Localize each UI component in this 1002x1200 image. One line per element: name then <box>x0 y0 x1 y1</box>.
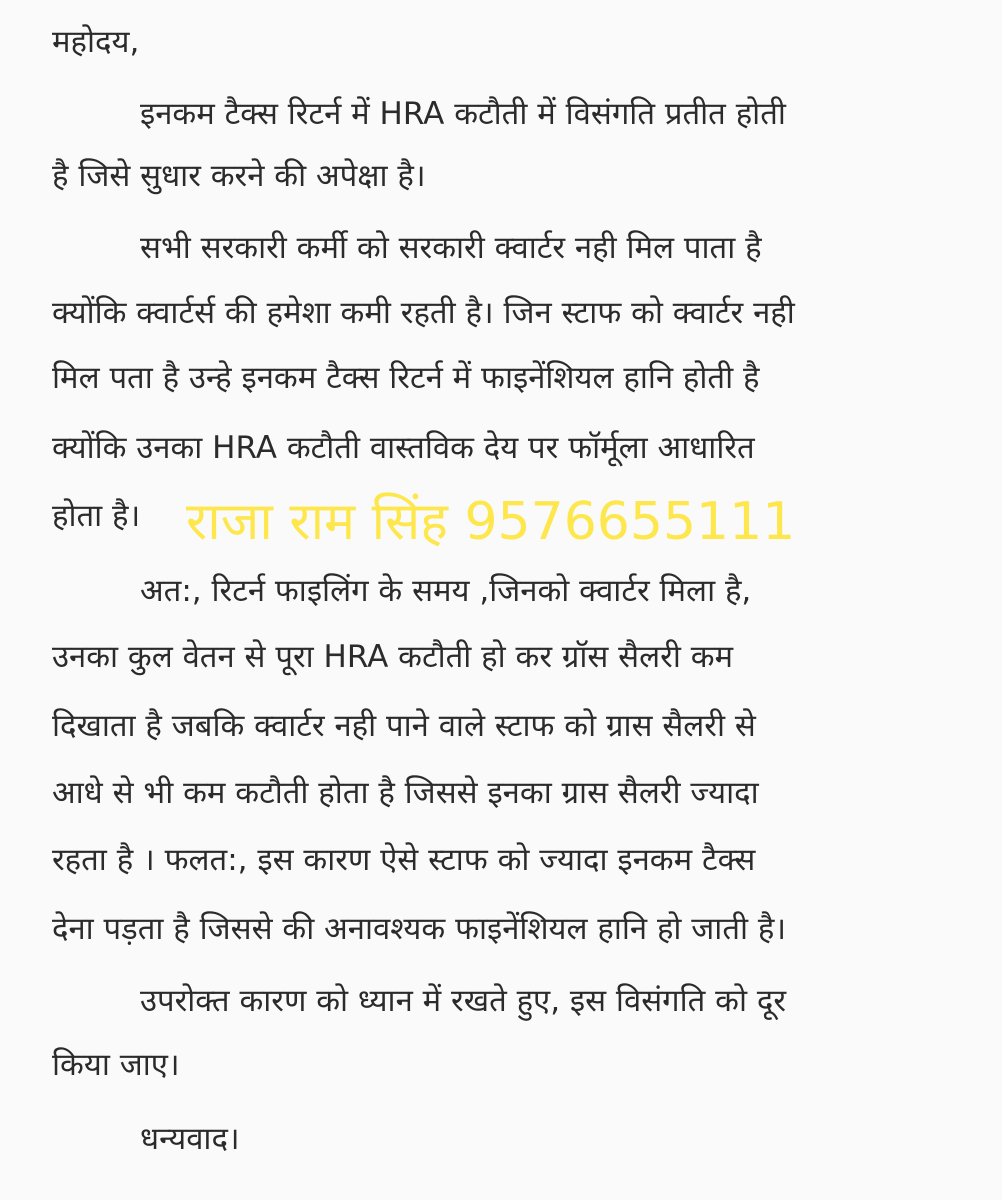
closing: धन्यवाद। <box>140 1121 240 1157</box>
paragraph-4-line-1: उपरोक्त कारण को ध्यान में रखते हुए, इस विसंगति को दूर <box>140 983 786 1019</box>
paragraph-2-line-4: क्योंकि उनका HRA कटौती वास्तविक देय पर फॉर्मूला आधारित <box>52 430 755 466</box>
signature-watermark: राजा राम सिंह 9576655111 <box>186 492 796 552</box>
paragraph-3-line-5: रहता है । फलत:, इस कारण ऐसे स्टाफ को ज्यादा इनकम टैक्स <box>52 842 756 878</box>
paragraph-3-line-2: उनका कुल वेतन से पूरा HRA कटौती हो कर ग्रॉस सैलरी कम <box>52 639 734 675</box>
paragraph-2-line-5: होता है। <box>52 498 141 534</box>
paragraph-3-line-3: दिखाता है जबकि क्वार्टर नही पाने वाले स्टाफ को ग्रास सैलरी से <box>52 708 756 744</box>
paragraph-3-line-1: अत:, रिटर्न फाइलिंग के समय ,जिनको क्वार्टर मिला है, <box>140 573 752 609</box>
paragraph-2-line-1: सभी सरकारी कर्मी को सरकारी क्वार्टर नही मिल पाता है <box>140 230 762 266</box>
paragraph-2-line-3: मिल पता है उन्हे इनकम टैक्स रिटर्न में फाइनेंशियल हानि होती है <box>52 360 760 396</box>
paragraph-1-line-2: है जिसे सुधार करने की अपेक्षा है। <box>52 158 426 194</box>
paragraph-3-line-4: आधे से भी कम कटौती होता है जिससे इनका ग्रास सैलरी ज्यादा <box>52 775 759 811</box>
paragraph-4-line-2: किया जाए। <box>52 1047 180 1083</box>
salutation: महोदय, <box>52 24 140 60</box>
paragraph-1-line-1: इनकम टैक्स रिटर्न में HRA कटौती में विसंगति प्रतीत होती <box>140 96 786 132</box>
paragraph-3-line-6: देना पड़ता है जिससे की अनावश्यक फाइनेंशियल हानि हो जाती है। <box>52 911 787 947</box>
paragraph-2-line-2: क्योंकि क्वार्टर्स की हमेशा कमी रहती है। जिन स्टाफ को क्वार्टर नही <box>52 295 795 331</box>
